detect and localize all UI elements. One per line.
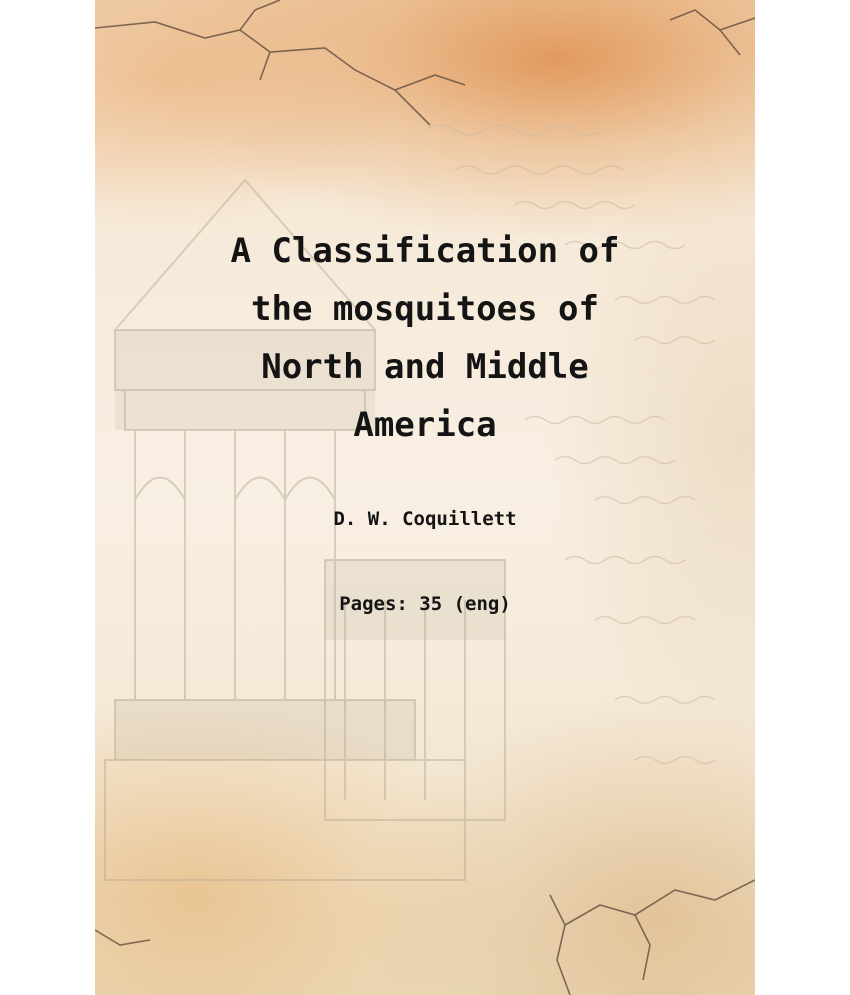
book-cover [95,0,755,995]
book-author: D. W. Coquillett [333,508,517,530]
book-title [95,222,755,454]
cover-background-illustration [95,0,755,995]
book-title-line: the mosquitoes of [251,289,599,329]
book-title-line: A Classification of [230,231,620,271]
book-title-line: America [353,405,497,445]
crack-texture [95,0,755,995]
book-title-line: North and Middle [261,347,589,387]
book-page-count: Pages: 35 (eng) [339,593,511,615]
